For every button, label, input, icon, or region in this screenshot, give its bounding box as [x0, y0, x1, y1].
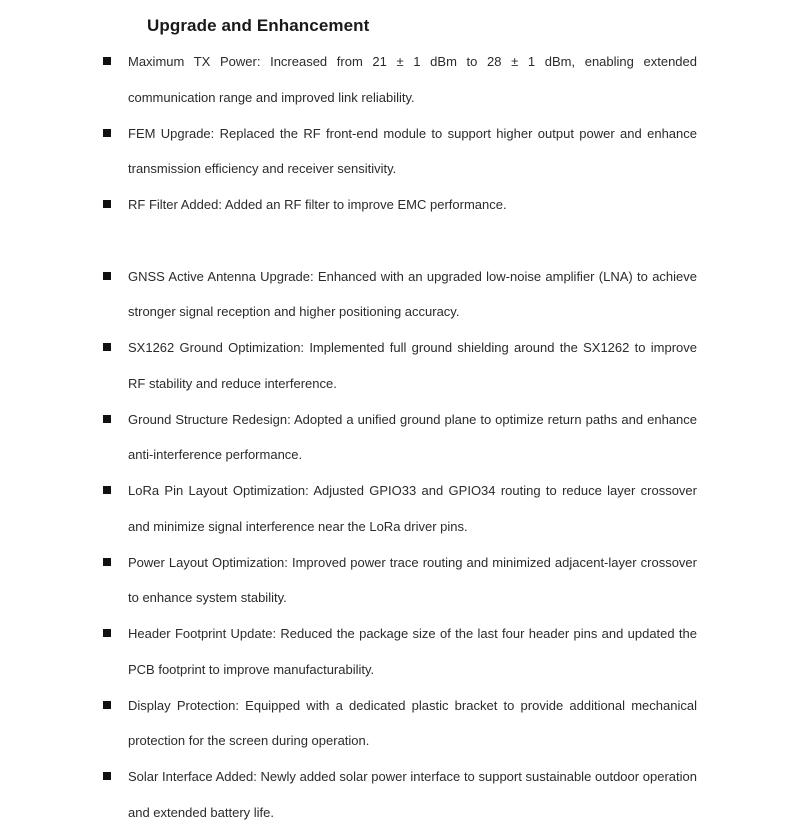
list-item: [0, 759, 800, 831]
list-item-text: LoRa Pin Layout Optimization: Adjusted GPIO33 and GPIO34 routing to reduce layer crossover and minimize signal interference near the LoRa driver pins.: [128, 483, 697, 534]
list-item-text: Solar Interface Added: Newly added solar power interface to support sustainable outdoor operation and extended battery life.: [128, 769, 697, 820]
list-item-text: Header Footprint Update: Reduced the package size of the last four header pins and updated the PCB footprint to improve manufacturability.: [128, 626, 697, 677]
list-item: [0, 44, 800, 116]
list-item: [0, 473, 800, 545]
list-item: [0, 616, 800, 688]
section-heading: Upgrade and Enhancement: [147, 16, 370, 35]
list-item-text: Maximum TX Power: Increased from 21 ± 1 dBm to 28 ± 1 dBm, enabling extended communication range and improved link reliability.: [128, 54, 697, 105]
upgrade-list: [0, 44, 800, 831]
square-bullet-icon: [103, 129, 111, 137]
square-bullet-icon: [103, 200, 111, 208]
list-item: [0, 545, 800, 617]
square-bullet-icon: [103, 629, 111, 637]
square-bullet-icon: [103, 415, 111, 423]
list-item: [0, 187, 800, 259]
list-item-text: SX1262 Ground Optimization: Implemented full ground shielding around the SX1262 to improve RF stability and reduce interference.: [128, 340, 697, 391]
square-bullet-icon: [103, 57, 111, 65]
list-item-text: Power Layout Optimization: Improved power trace routing and minimized adjacent-layer crossover to enhance system stability.: [128, 554, 697, 606]
square-bullet-icon: [103, 772, 111, 780]
list-item-text: FEM Upgrade: Replaced the RF front-end module to support higher output power and enhance transmission efficiency and receiver sensitivity.: [128, 125, 697, 177]
list-item: [0, 116, 800, 188]
square-bullet-icon: [103, 486, 111, 494]
square-bullet-icon: [103, 701, 111, 709]
list-item-text: GNSS Active Antenna Upgrade: Enhanced with an upgraded low-noise amplifier (LNA) to achieve stronger signal reception and higher positioning accuracy.: [128, 268, 697, 320]
list-item-text: Ground Structure Redesign: Adopted a unified ground plane to optimize return paths and enhance anti-interference performance.: [128, 411, 697, 463]
square-bullet-icon: [103, 343, 111, 351]
list-item: [0, 259, 800, 331]
square-bullet-icon: [103, 272, 111, 280]
list-item: [0, 688, 800, 760]
list-item-text: RF Filter Added: Added an RF filter to improve EMC performance.: [128, 197, 507, 212]
list-item: [0, 330, 800, 402]
list-item-text: Display Protection: Equipped with a dedicated plastic bracket to provide additional mechanical protection for the screen during operation.: [128, 697, 697, 749]
square-bullet-icon: [103, 558, 111, 566]
list-item: [0, 402, 800, 474]
